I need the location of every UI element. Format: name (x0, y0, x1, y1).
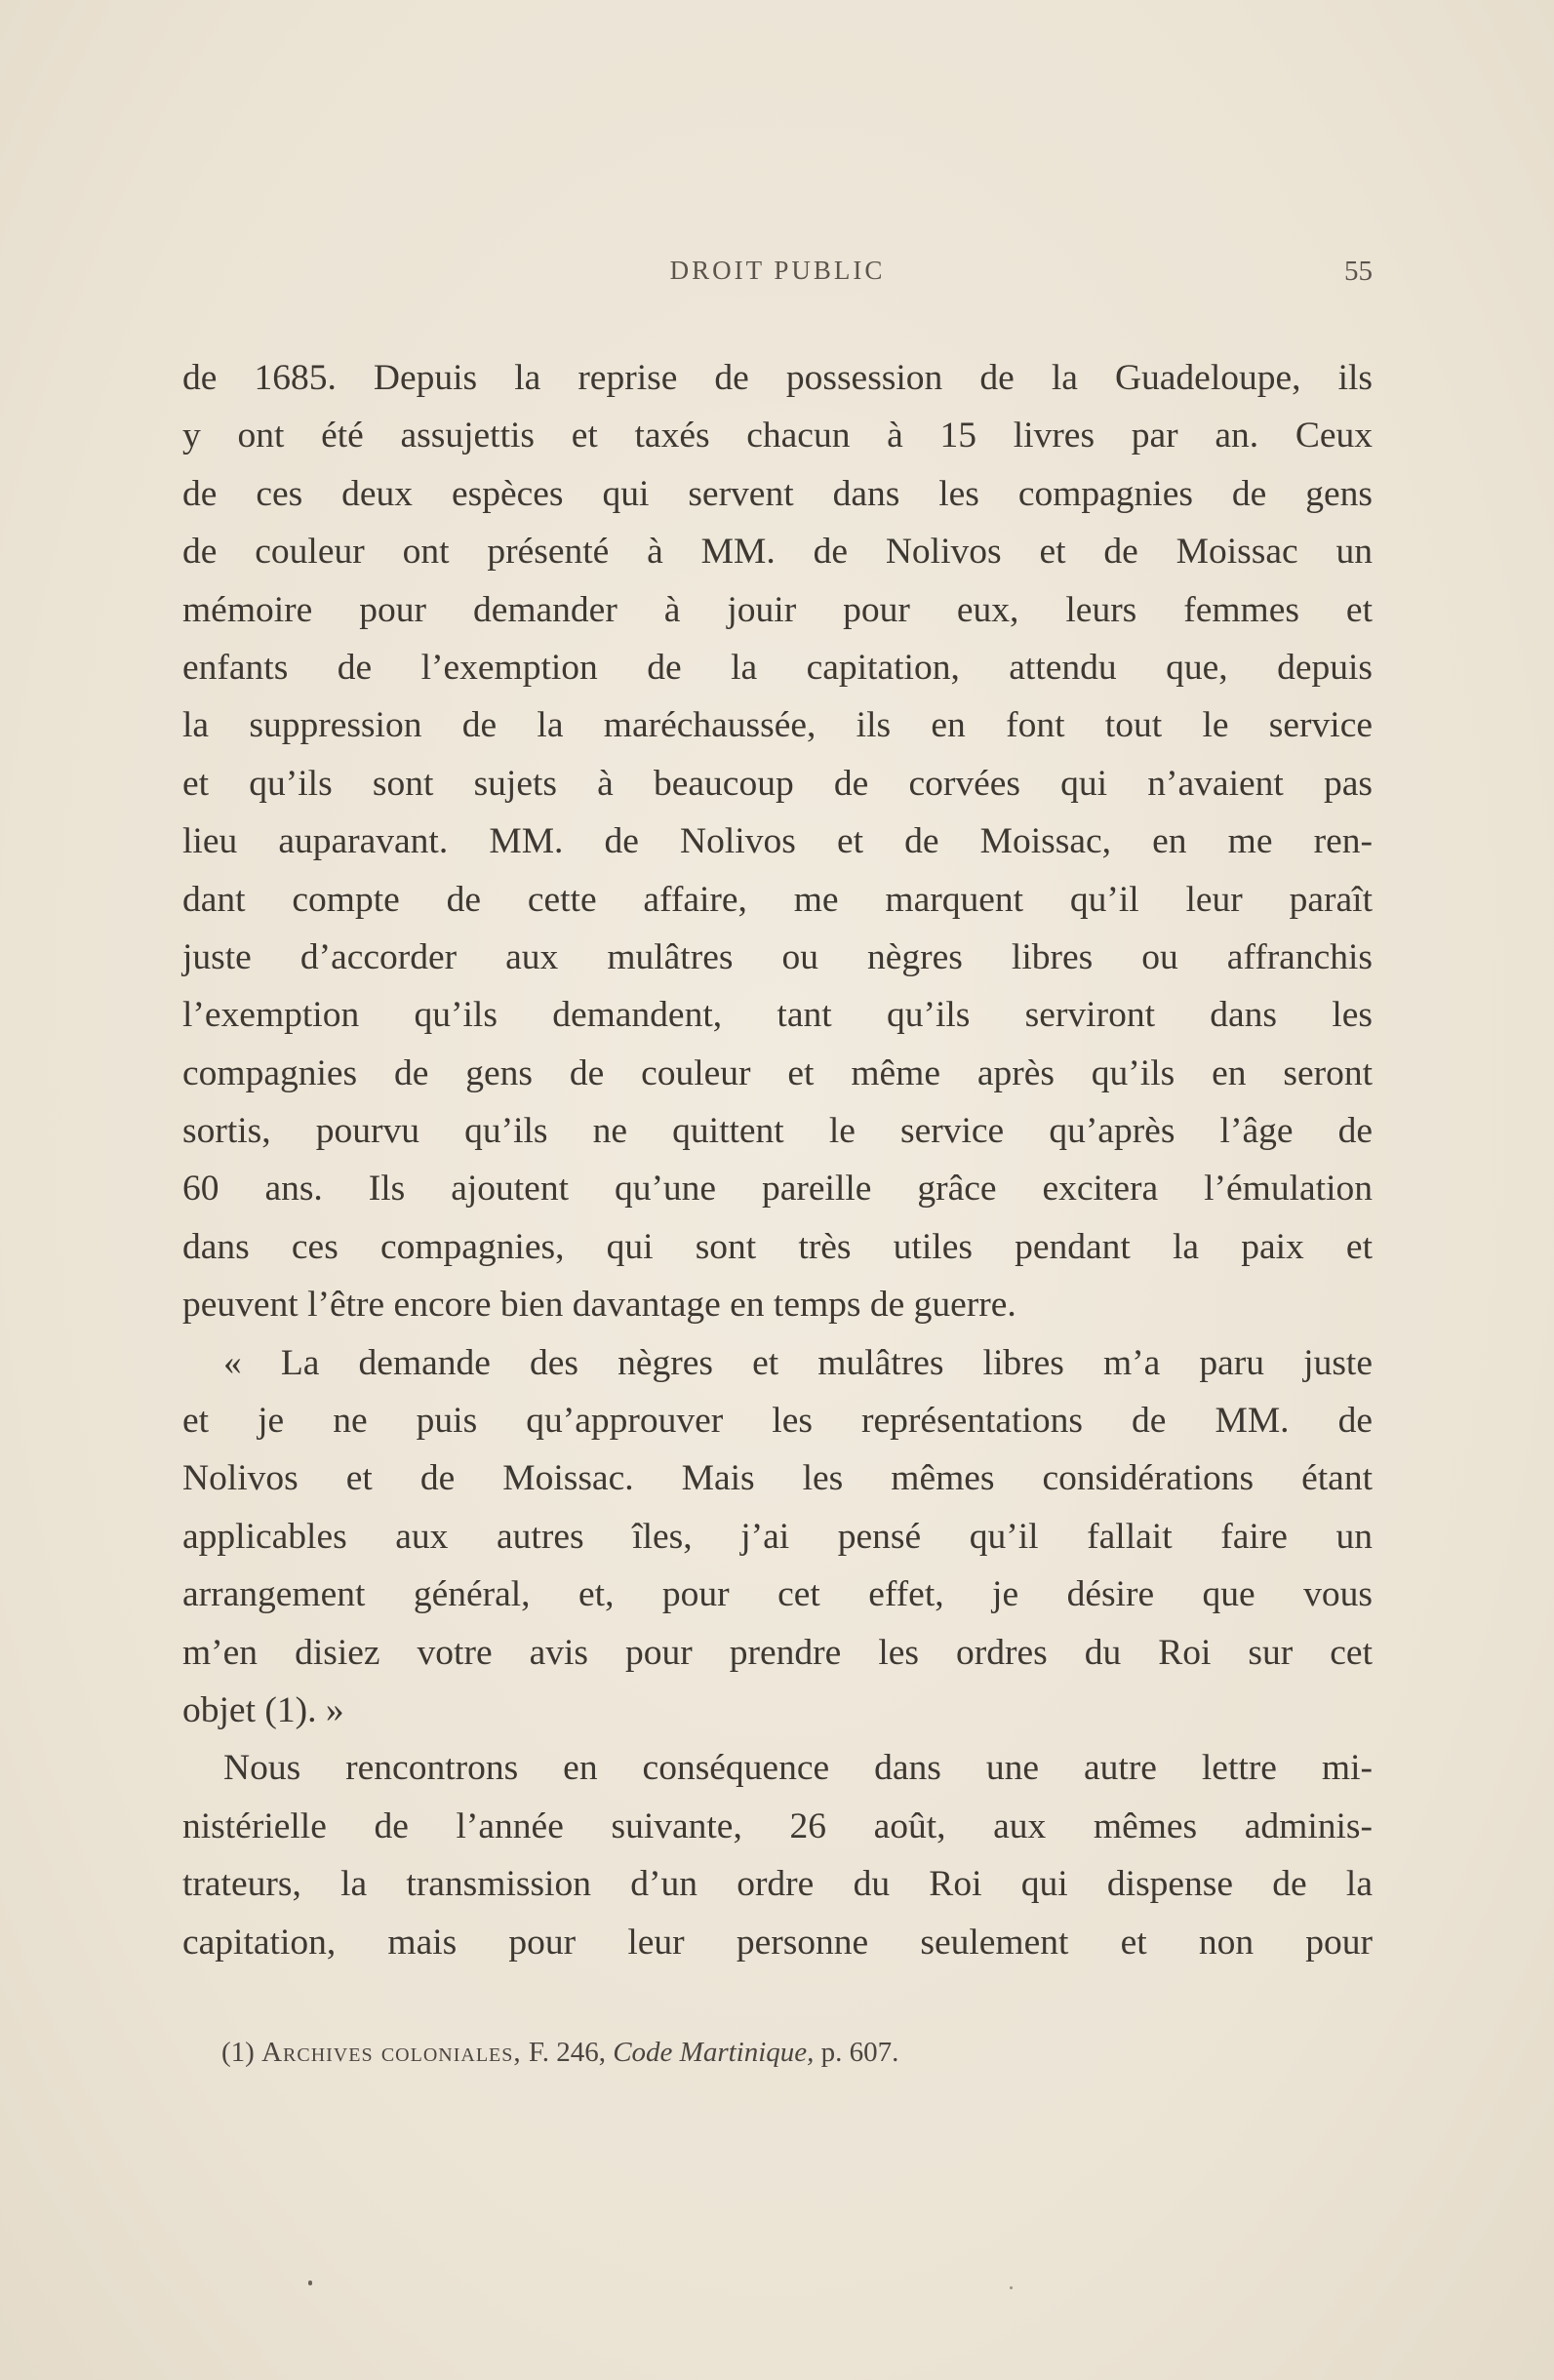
text-line: « La demande des nègres et mulâtres libres m’a paru juste (223, 1342, 1373, 1383)
ink-speck (1010, 2286, 1013, 2289)
text-line: dant compte de cette affaire, me marquent qu’il leur paraît (182, 879, 1373, 920)
text-line: trateurs, la transmission d’un ordre du Roi qui dispense de la (182, 1864, 1373, 1905)
text-line: Nolivos et de Moissac. Mais les mêmes considérations étant (182, 1458, 1373, 1499)
footnote-marker: (1) (221, 2037, 255, 2068)
text-line: de couleur ont présenté à MM. de Nolivos et de Moissac un (182, 532, 1373, 573)
footnote (221, 2037, 1295, 2069)
footnote-page: p. 607. (820, 2037, 899, 2068)
text-line: juste d’accorder aux mulâtres ou nègres libres ou affranchis (182, 936, 1373, 977)
text-line: de 1685. Depuis la reprise de possession de la Guadeloupe, ils (182, 358, 1373, 398)
text-line: arrangement général, et, pour cet effet, je désire que vous (182, 1574, 1373, 1615)
text-line: sortis, pourvu qu’ils ne quittent le service qu’après l’âge de (182, 1111, 1373, 1152)
text-line: lieu auparavant. MM. de Nolivos et de Moissac, en me ren- (182, 821, 1373, 862)
text-line: Nous rencontrons en conséquence dans une autre lettre mi- (223, 1748, 1373, 1789)
text-line: la suppression de la maréchaussée, ils en font tout le service (182, 705, 1373, 746)
text-line: et qu’ils sont sujets à beaucoup de corvées qui n’avaient pas (182, 763, 1373, 804)
text-line: et je ne puis qu’approuver les représentations de MM. de (182, 1401, 1373, 1442)
text-line: m’en disiez votre avis pour prendre les ordres du Roi sur cet (182, 1632, 1373, 1673)
text-line: peuvent l’être encore bien davantage en temps de guerre. (182, 1285, 1016, 1326)
text-line: compagnies de gens de couleur et même après qu’ils en seront (182, 1052, 1373, 1093)
text-line: nistérielle de l’année suivante, 26 août, aux mêmes adminis- (182, 1805, 1373, 1846)
text-line: y ont été assujettis et taxés chacun à 15 livres par an. Ceux (182, 416, 1373, 456)
text-line: mémoire pour demander à jouir pour eux, leurs femmes et (182, 589, 1373, 630)
footnote-reference: F. 246, (528, 2037, 606, 2068)
body-text (182, 349, 1373, 1971)
text-line: capitation, mais pour leur personne seulement et non pour (182, 1922, 1373, 1963)
running-title: DROIT PUBLIC (669, 256, 886, 285)
text-line: objet (1). » (182, 1689, 344, 1730)
text-line: dans ces compagnies, qui sont très utiles pendant la paix et (182, 1226, 1373, 1267)
text-line: enfants de l’exemption de la capitation, attendu que, depuis (182, 647, 1373, 688)
page-number: 55 (1344, 256, 1373, 287)
text-line: l’exemption qu’ils demandent, tant qu’ils serviront dans les (182, 995, 1373, 1036)
ink-speck (308, 2281, 312, 2285)
text-line: applicables aux autres îles, j’ai pensé qu’il fallait faire un (182, 1516, 1373, 1557)
text-line: 60 ans. Ils ajoutent qu’une pareille grâce excitera l’émulation (182, 1169, 1373, 1210)
footnote-title: Code Martinique, (613, 2037, 815, 2068)
running-head (182, 256, 1373, 295)
footnote-source: Archives coloniales, (261, 2037, 522, 2068)
text-line: de ces deux espèces qui servent dans les compagnies de gens (182, 473, 1373, 514)
